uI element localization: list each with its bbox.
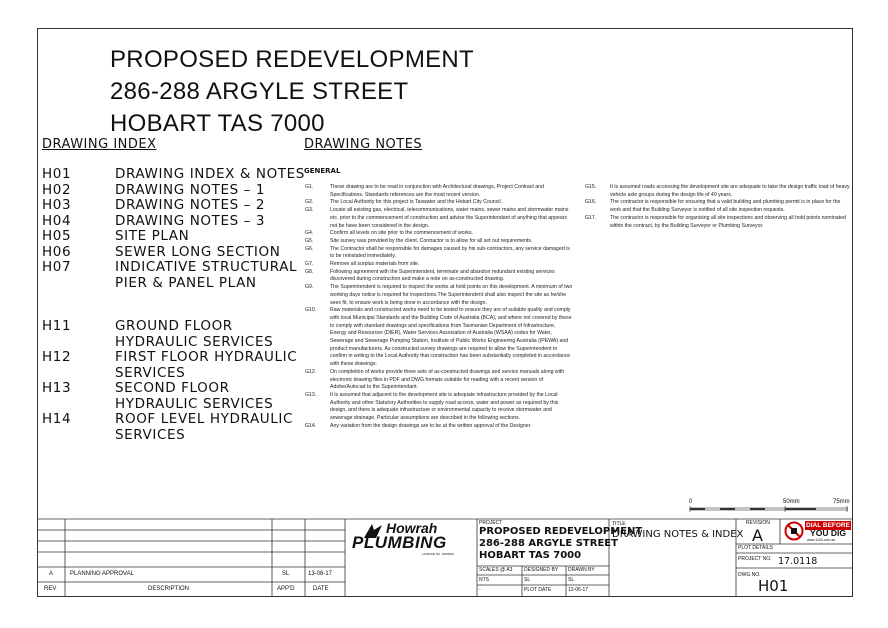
drawing-note-number: G4. (305, 230, 314, 237)
scale-label-75: 75mm (833, 499, 850, 505)
drawing-note-number: G16. (585, 199, 597, 206)
revision-row-date: 13-06-17 (308, 571, 333, 577)
notes-left-column (305, 184, 573, 431)
designed-by-value: SL (524, 577, 531, 583)
project-line-3: HOBART TAS 7000 (479, 550, 582, 561)
title-line-2: 286-288 ARGYLE STREET (110, 78, 409, 105)
drawing-note (305, 207, 573, 230)
project-label: PROJECT (479, 520, 503, 526)
drawing-index-code: H06 (42, 243, 72, 260)
drawing-index-code: H11 (42, 318, 72, 334)
drawing-note-text: It is assumed that adjacent to the development site is adequate infrastructure provided by the Local Authority and other Statutory Authorities to supply road access, water and power as required by this design, and there is adequate infrastructure or environmental capacity to receive stormwater and sewerage drainage. Particular assumptions are described in the following sections. (330, 391, 559, 422)
drawing-note-number: G15. (585, 184, 597, 190)
drawing-index-row (42, 245, 307, 261)
drawing-index-code: H07 (42, 259, 72, 275)
drawing-note-number: G5. (305, 237, 314, 244)
project-no-value: 17.0118 (778, 556, 818, 567)
drawing-note-text: On completion of works provide three sets of as-constructed drawings and service manuals along with electronic drawing files in PDF and DWG formats suitable for reading with a recent version of Adobe/Autocad to the Superintendant. (330, 368, 565, 391)
drawing-note-number: G12. (305, 368, 317, 375)
drawing-index-row (42, 214, 307, 230)
drawing-index-code: H14 (42, 411, 72, 427)
title-line-3: HOBART TAS 7000 (110, 110, 325, 137)
drawing-note-text: The Superintendent is required to inspect the works at hold points on this development. A minimum of two working days notice is required for inspections.The Superintendent shall also inspect the site as he/she sees fit, to ensure work is being done in accordance with the design. (330, 284, 573, 306)
logo-line-2: PLUMBING (352, 533, 447, 552)
drawing-index-description: DRAWING NOTES – 1 (115, 181, 266, 198)
general-heading: GENERAL (304, 167, 341, 175)
drawing-index-description: DRAWING NOTES – 3 (115, 212, 266, 229)
scales-value: NTS (479, 577, 489, 583)
plot-date-label: PLOT DATE (524, 587, 552, 593)
drawing-note-text: Raw materials and constructed works need to be tested to ensure they are of suitable quality and comply with local Municipal Standards and the Building Code of Australia (BCA), and where not covered by these to comply with standard drawings and specifications from Tasmanian Department of Infrastructure, Energy and Resources (DIER), Water Services Association of Australia (WSAA) codes for Water, Sewerage and Sewerage Pumping Station, Institute of Public Works Engineering Australia (IPEWA) and product manufacturers. As constructed survey drawings are required to allow the Superintendent to confirm in writing to the Local Authority that construction has been substantially completed in accordance with these drawings. (330, 307, 572, 368)
drawing-index-row (42, 260, 307, 291)
drawing-note-number: G17. (585, 214, 597, 221)
revision-row-rev: A (49, 571, 54, 577)
drawing-index-description: GROUND FLOOR HYDRAULIC SERVICES (115, 318, 274, 350)
dial-before-you-dig-logo (783, 520, 851, 543)
drawing-note-number: G6. (305, 245, 314, 252)
scale-bar-graphic (688, 506, 848, 520)
dial-before-url: www.1100.com.au (807, 538, 836, 542)
drawing-note-number: G9. (305, 284, 314, 291)
drawing-note (305, 392, 573, 423)
revision-row-appd: SL (282, 571, 290, 577)
revision-label: REVISION (746, 520, 770, 526)
drawing-note-number: G10. (305, 307, 317, 314)
no-dig-icon (784, 521, 804, 541)
drawing-index-row (42, 198, 307, 214)
plot-date-dash: - (479, 587, 481, 593)
revision-row-description: PLANNING APPROVAL (70, 571, 134, 577)
dial-before-text: DIAL BEFORE (806, 522, 850, 529)
drawing-index-code: H03 (42, 197, 72, 213)
drawing-note-number: G7. (305, 261, 314, 268)
drawing-index-description: SEWER LONG SECTION (115, 243, 281, 260)
drawing-index-row (42, 319, 307, 350)
drawing-index-description: SECOND FLOOR HYDRAULIC SERVICES (115, 380, 274, 412)
plot-details-label: PLOT DETAILS (738, 545, 773, 551)
drawing-note-number: G3. (305, 207, 314, 214)
drawing-index-description: DRAWING INDEX & NOTES (115, 166, 305, 182)
drawing-note-text: Locate all existing gas, electrical, telecommunications, water mains, sewer mains and stormwater mains etc. prior to the commencement of construction and advise the Superintendant of anything that appears not be have been considered in the design. (330, 207, 569, 229)
drawing-index-description: DRAWING NOTES – 2 (115, 197, 266, 213)
drawing-note (305, 369, 573, 392)
drawing-note (305, 261, 573, 269)
drawing-note-number: G8. (305, 268, 314, 275)
drawing-note-text: The contractor is responsible for ensuring that a valid building and plumbing permit is in place for the work and that the Building Surveyor is notified of all site inspection requests. (610, 199, 841, 214)
drawing-index-code: H04 (42, 212, 72, 229)
revision-value: A (752, 526, 763, 545)
drawing-note-number: G13. (305, 391, 317, 398)
drawing-index-row (42, 412, 307, 443)
drawing-note-number: G14. (305, 422, 317, 429)
drawing-notes-heading: DRAWING NOTES (304, 137, 423, 152)
drawing-index-code: H05 (42, 228, 72, 244)
project-line-2: 286-288 ARGYLE STREET (479, 538, 618, 549)
revision-header-rev: REV (44, 586, 57, 592)
drawing-index-description: SITE PLAN (115, 228, 190, 244)
drawing-index-row (42, 229, 307, 245)
logo-line-1: Howrah (386, 520, 438, 536)
drawing-title (110, 44, 474, 140)
drawing-index-code: H13 (42, 380, 72, 396)
drawing-note (305, 307, 573, 369)
drawing-note-number: G1. (305, 184, 314, 190)
drawing-index-list (42, 167, 307, 443)
drawing-note-text: Site survey was provided by the client. Contractor is to allow for all set out requirements. (330, 237, 533, 244)
drawing-index-row (42, 381, 307, 412)
designed-by-label: DESIGNED BY (524, 567, 559, 573)
dwg-no-label: DWG NO. (738, 572, 761, 578)
drawing-note (305, 246, 573, 261)
drawing-note-text: The contractor is responsible for organising all site inspections and observing all hold points nominated within the contract, by the Building Surveyor or Plumbing Surveyor. (610, 214, 846, 229)
dwg-no-value: H01 (758, 577, 789, 595)
drawing-note-text: Confirm all levels on site prior to the commencement of works. (330, 230, 473, 237)
drawing-index-description: INDICATIVE STRUCTURAL PIER & PANEL PLAN (115, 259, 298, 291)
drawing-index-heading: DRAWING INDEX (42, 137, 157, 152)
scale-label-50: 50mm (783, 499, 800, 505)
drawing-note-text: Following agreement with the Superintendent, terminate and abandon redundant existing services discovered during construction and make a note on as-constructed drawing. (330, 268, 555, 283)
drawing-note (305, 184, 573, 199)
drawing-note (305, 199, 573, 207)
drawing-index-description: ROOF LEVEL HYDRAULIC SERVICES (115, 411, 293, 443)
drawing-index-code: H12 (42, 349, 72, 365)
howrah-plumbing-logo (352, 520, 472, 560)
drawing-note (585, 184, 850, 199)
drawing-index-code: H02 (42, 181, 72, 198)
drawing-index-description: FIRST FLOOR HYDRAULIC SERVICES (115, 349, 298, 381)
project-no-label: PROJECT NO. (738, 556, 772, 562)
revision-header-description: DESCRIPTION (148, 586, 190, 592)
you-dig-text: YOU DIG (810, 528, 846, 538)
drawing-note-text: The Local Authority for this project is Taswater and the Hobart City Council. (330, 199, 503, 206)
drawn-by-value: SL (568, 577, 575, 583)
revision-header-date: DATE (313, 586, 329, 592)
drawing-note (305, 284, 573, 307)
drawing-note-number: G2. (305, 199, 314, 206)
drawing-index-row (42, 350, 307, 381)
drawn-by-label: DRAWN BY (568, 567, 595, 573)
drawing-index-row (42, 183, 307, 199)
scale-bar (688, 498, 848, 518)
drawing-note-text: Remove all surplus materials from site. (330, 261, 420, 268)
drawing-note (305, 269, 573, 284)
drawing-index-code: H01 (42, 166, 72, 182)
sheet-title-label: TITLE (612, 521, 626, 527)
drawing-note-text: It is assumed roads accessing the development site are adequate to take the design traffic load of heavy vehicle axle groups during the design life of 40 years. (610, 184, 850, 198)
title-line-1: PROPOSED REDEVELOPMENT (110, 46, 475, 73)
drawing-note (585, 199, 850, 214)
drawing-index-row (42, 167, 307, 183)
drawing-note (305, 230, 573, 238)
drawing-note-text: These drawing are to be read in conjunction with Architectural drawings, Project Contract and Specifications. Standards references are the most recent version. (330, 184, 544, 198)
revision-header-appd: APP'D (277, 586, 295, 592)
drawing-note (305, 423, 573, 431)
logo-sub: LICENCE NO. 0000000 (422, 552, 454, 556)
drawing-note-text: The Contractor shall be responsible for damages caused by his sub-contractors, any service damaged is to be reinstated immediately. (330, 245, 570, 260)
project-line-1: PROPOSED REDEVELOPMENT (479, 526, 643, 537)
drawing-note (585, 215, 850, 230)
scales-label: SCALES @ A3 (479, 567, 513, 573)
sheet-title-value: DRAWING NOTES & INDEX (612, 529, 744, 540)
drawing-note (305, 238, 573, 246)
drawing-note-text: Any variation from the design drawings are to be at the written approval of the Designer. (330, 422, 532, 429)
notes-right-column (585, 184, 850, 230)
plot-date-value: 13-06-17 (568, 587, 589, 593)
scale-label-0: 0 (689, 499, 693, 505)
